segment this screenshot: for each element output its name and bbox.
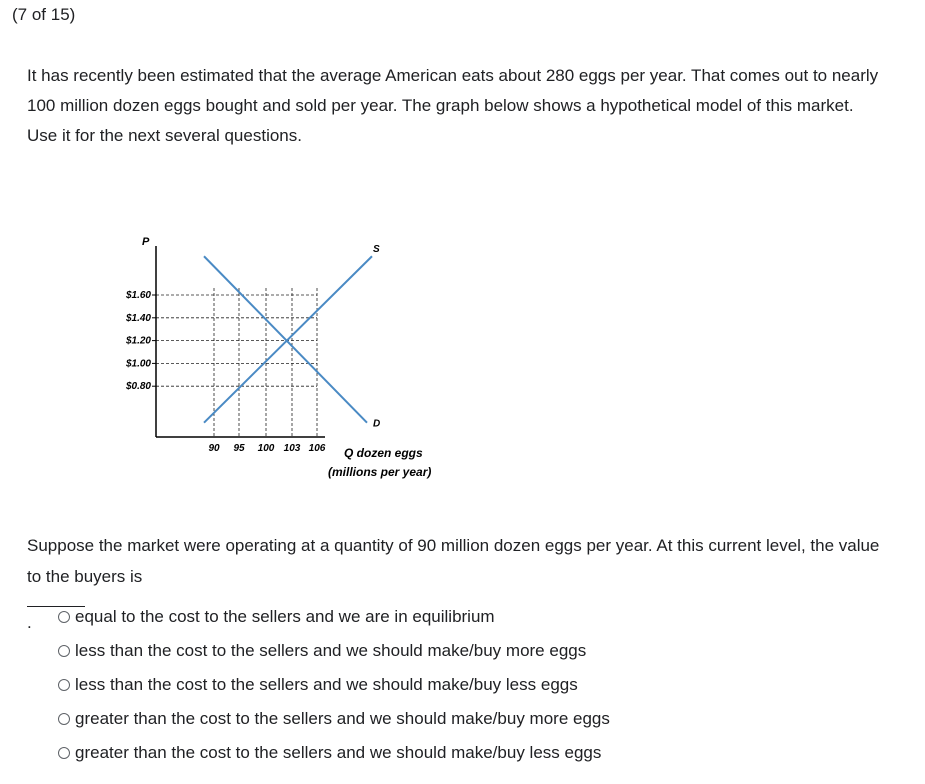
quantity-tick-label: 106 [308,443,326,454]
radio-button-icon[interactable] [58,679,70,691]
question-line-with-blank: to the buyers is . [27,567,143,632]
price-tick-label: $1.20 [125,335,151,347]
egg-market-graph [115,228,475,493]
answer-option[interactable] [58,702,610,736]
option-label: less than the cost to the sellers and we should make/buy more eggs [75,641,587,660]
radio-button-icon[interactable] [58,645,70,657]
price-tick-label: $1.60 [125,290,151,301]
quantity-ticks [208,443,325,454]
price-tick-label: $1.40 [125,312,151,324]
intro-line: 100 million dozen eggs bought and sold per year. The graph below shows a hypothetical model of this market. [27,96,854,115]
x-axis-sublabel: (millions per year) [328,465,432,479]
quantity-tick-label: 103 [283,443,301,454]
option-label: equal to the cost to the sellers and we are in equilibrium [75,607,495,626]
quantity-tick-label: 90 [208,443,220,454]
answer-option[interactable] [58,668,610,702]
answer-option[interactable] [58,600,610,634]
option-label: greater than the cost to the sellers and we should make/buy less eggs [75,743,602,762]
quantity-tick-label: 100 [257,443,275,454]
intro-line: It has recently been estimated that the average American eats about 280 eggs per year. That comes out to nearly [27,66,879,85]
answer-option[interactable] [58,736,610,770]
radio-button-icon[interactable] [58,713,70,725]
answer-options [58,600,610,770]
d-curve-label: D [373,418,381,430]
question-counter: (7 of 15) [12,5,76,24]
intro-line: Use it for the next several questions. [27,126,302,145]
answer-option[interactable] [58,634,610,668]
grid-lines [156,288,317,437]
option-label: greater than the cost to the sellers and we should make/buy more eggs [75,709,610,728]
option-label: less than the cost to the sellers and we should make/buy less eggs [75,675,578,694]
curves [204,244,380,429]
question-line: to the buyers is [27,567,143,586]
quantity-tick-label: 95 [233,443,245,454]
radio-button-icon[interactable] [58,747,70,759]
intro-text [27,61,917,151]
y-axis-label: P [142,236,150,248]
x-axis-label: Q dozen eggs [344,446,423,460]
s-curve-label: S [373,244,380,256]
price-ticks [125,290,156,392]
price-tick-label: $0.80 [125,381,151,393]
supply-demand-chart [115,228,475,493]
radio-button-icon[interactable] [58,611,70,623]
price-tick-label: $1.00 [125,358,151,370]
question-line: Suppose the market were operating at a quantity of 90 million dozen eggs per year. At this current level, the value [27,536,880,555]
